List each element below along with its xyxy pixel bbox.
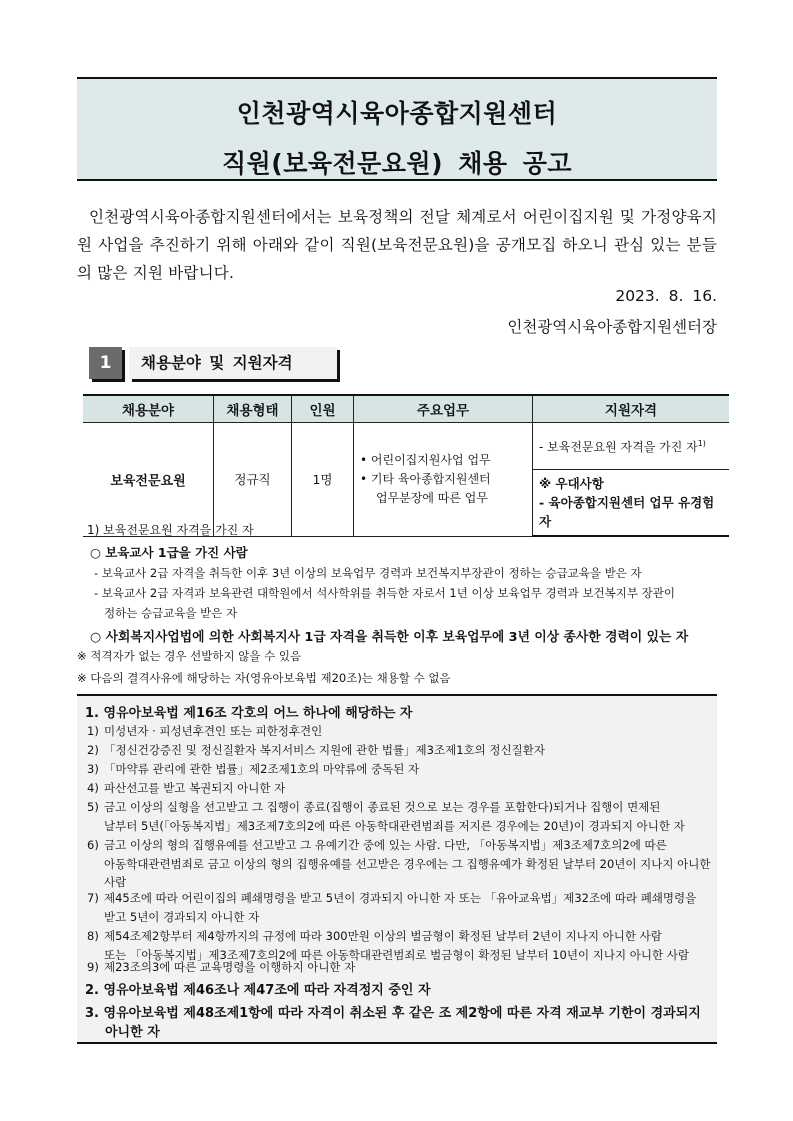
- disq-item-text: 제23조의3에 따른 교육명령을 이행하지 아니한 자: [104, 960, 356, 974]
- disq-heading-2: 2. 영유아보육법 제46조나 제47조에 따라 자격정지 중인 자: [85, 983, 431, 998]
- cell-type: 정규직: [214, 423, 292, 537]
- intro-paragraph: 인천광역시육아종합지원센터에서는 보육정책의 전달 체계로서 어린이집지원 및 가정양육지원 사업을 추진하기 위해 아래와 같이 직원(보육전문요원)을 공개모집 하오니 관심 있는 분들의 많은 지원 바랍니다.: [77, 208, 717, 282]
- disq-item-text: 금고 이상의 형의 집행유예를 선고받고 그 유예기간 중에 있는 사람. 다만, 「아동복지법」제3조제7호의2에 따른: [104, 838, 667, 852]
- disq-item-text: 제45조에 따라 어린이집의 폐쇄명령을 받고 5년이 경과되지 아니한 자 또는 「유아교육법」제32조에 따라 폐쇄명령을: [104, 891, 697, 905]
- disq-item-text: 금고 이상의 실형을 선고받고 그 집행이 종료(집행이 종료된 것으로 보는 경우를 포함한다)되거나 집행이 면제된: [104, 800, 661, 814]
- disq-item-continuation: 날부터 5년(「아동복지법」제3조제7호의2에 따른 아동학대관련범죄를 저지른 경우에는 20년)이 경과되지 아니한 자: [104, 818, 685, 833]
- qualification-footnote-ref: 1): [697, 438, 706, 448]
- cell-preference: [533, 470, 730, 537]
- title-line1: 인천광역시육아종합지원센터: [236, 99, 558, 128]
- disq-item: [87, 836, 715, 892]
- disq-item-text: 제54조제2항부터 제4항까지의 규정에 따라 300만원 이상의 벌금형이 확정된 날부터 2년이 지나지 아니한 사람: [104, 929, 662, 943]
- title-box: [77, 77, 717, 181]
- duty-line3: 업무분장에 따른 업무: [376, 490, 488, 505]
- disq-item: [87, 889, 715, 926]
- disq-item-text: 「마약류 관리에 관한 법률」제2조제1호의 마약류에 중독된 자: [104, 762, 420, 776]
- disq-item-text: 파산선고를 받고 복권되지 아니한 자: [104, 781, 286, 795]
- qualification-detail-2a: - 보육교사 2급 자격과 보육관련 대학원에서 석사학위를 취득한 자로서 1년 이상 보육업무 경력과 보건복지부 장관이: [94, 586, 675, 600]
- header-field: 채용분야: [83, 395, 214, 423]
- preference-title: ※ 우대사항: [539, 476, 604, 491]
- disq-heading-1: 1. 영유아보육법 제16조 각호의 어느 하나에 해당하는 자: [85, 706, 413, 721]
- disq-item-continuation: 아동학대관련범죄로 금고 이상의 형의 집행유예를 선고받은 경우에는 그 집행유예가 확정된 날부터 20년이 지나지 아니한 사람: [104, 856, 711, 889]
- disqualification-box: [77, 694, 717, 1044]
- disq-item-text: 미성년자 · 피성년후견인 또는 피한정후견인: [104, 724, 323, 738]
- disq-item-number: 8): [87, 929, 99, 943]
- disq-item: [87, 760, 715, 779]
- disq-heading-3a: 3. 영유아보육법 제48조제1항에 따라 자격이 취소된 후 같은 조 제2항에 따른 자격 재교부 기한이 경과되지: [85, 1006, 701, 1021]
- disq-item-text: 「정신건강증진 및 정신질환자 복지서비스 지원에 관한 법률」제3조제1호의 정신질환자: [104, 743, 545, 757]
- duty-line1: • 어린이집지원사업 업무: [360, 452, 491, 467]
- disq-item-number: 4): [87, 781, 99, 795]
- disq-item-number: 3): [87, 762, 99, 776]
- qualification-option-2: ○ 사회복지사업법에 의한 사회복지사 1급 자격을 취득한 이후 보육업무에 3년 이상 종사한 경력이 있는 자: [90, 630, 689, 645]
- table-row: [83, 423, 729, 470]
- cell-field: 보육전문요원: [83, 423, 214, 537]
- preference-item: - 육아종합지원센터 업무 유경험자: [539, 495, 715, 529]
- qualification-option-1: ○ 보육교사 1급을 가진 사람: [90, 545, 248, 560]
- disq-item: [87, 722, 715, 741]
- disq-item: [87, 798, 715, 835]
- disq-heading-3b: 아니한 자: [105, 1025, 160, 1040]
- cell-duty: [354, 423, 533, 537]
- disq-item: [87, 779, 715, 798]
- table-header-row: [83, 395, 729, 423]
- cell-count: 1명: [292, 423, 354, 537]
- disq-item-number: 2): [87, 743, 99, 757]
- header-duty: 주요업무: [354, 395, 533, 423]
- section-title: 채용분야 및 지원자격: [129, 347, 337, 379]
- disq-item-continuation: 받고 5년이 경과되지 아니한 자: [104, 909, 260, 924]
- disq-item-number: 6): [87, 838, 99, 852]
- remark-1: ※ 적격자가 없는 경우 선발하지 않을 수 있음: [77, 649, 302, 663]
- header-count: 인원: [292, 395, 354, 423]
- qualification-text: - 보육전문요원 자격을 가진 자: [539, 439, 698, 454]
- disq-item: [87, 741, 715, 760]
- header-qualification: 지원자격: [533, 395, 730, 423]
- recruitment-table: [83, 394, 729, 537]
- announcement-date: 2023. 8. 16.: [615, 287, 717, 305]
- disq-item-number: 7): [87, 891, 99, 905]
- disq-item-number: 9): [87, 960, 99, 974]
- issuer: 인천광역시육아종합지원센터장: [507, 318, 717, 336]
- qualification-detail-1: - 보육교사 2급 자격을 취득한 이후 3년 이상의 보육업무 경력과 보건복지부장관이 정하는 승급교육을 받은 자: [94, 566, 642, 580]
- disq-item: [87, 958, 715, 977]
- title-line2: 직원(보육전문요원) 채용 공고: [221, 149, 573, 178]
- remark-2: ※ 다음의 결격사유에 해당하는 자(영유아보육법 제20조)는 채용할 수 없음: [77, 671, 451, 685]
- qualification-detail-2b: 정하는 승급교육을 받은 자: [104, 606, 238, 620]
- disq-item-number: 5): [87, 800, 99, 814]
- disq-item-continuation: 또는 「아동복지법」제3조제7호의2에 따른 아동학대관련범죄로 벌금형이 확정된 날부터 10년이 지나지 아니한 사람: [104, 947, 689, 962]
- header-type: 채용형태: [214, 395, 292, 423]
- section-number: 1: [89, 347, 122, 379]
- cell-qualification: [533, 423, 730, 470]
- footnote-1: 1) 보육전문요원 자격을 가진 자: [87, 523, 254, 537]
- disq-item-number: 1): [87, 724, 99, 738]
- duty-line2: • 기타 육아종합지원센터: [360, 471, 491, 486]
